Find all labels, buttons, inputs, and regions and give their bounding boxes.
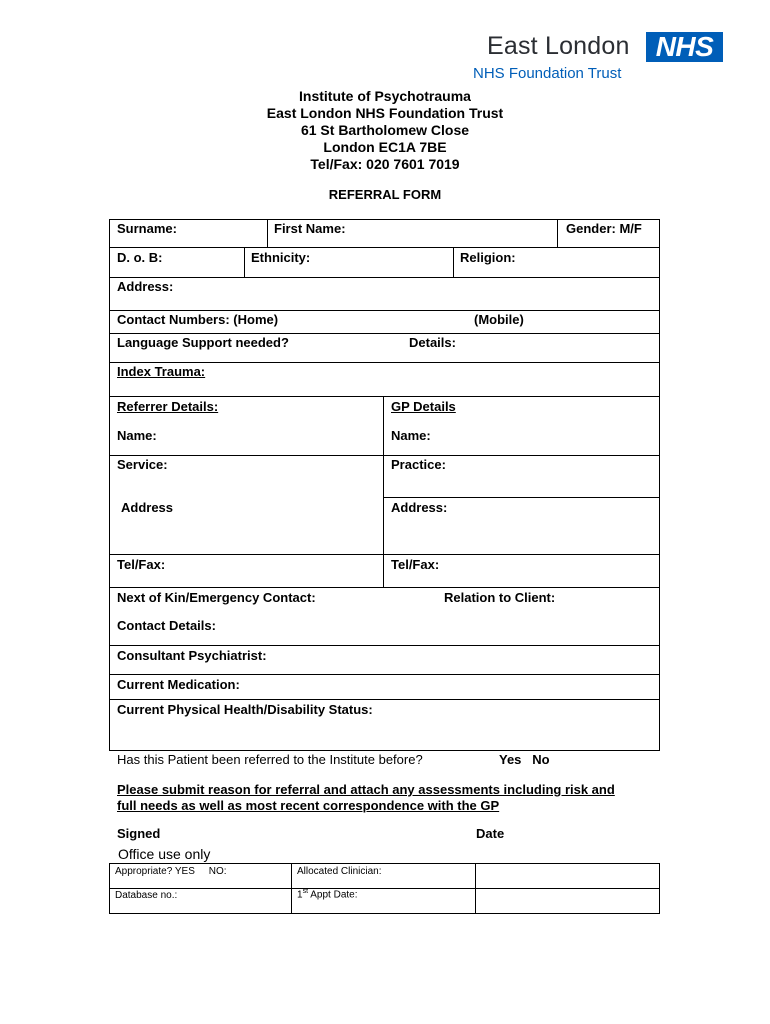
appt-suffix: Appt Date: <box>308 889 358 901</box>
header-line: 61 St Bartholomew Close <box>300 122 470 138</box>
row-divider <box>109 554 660 555</box>
relation-label[interactable]: Relation to Client: <box>444 590 556 605</box>
row-divider <box>109 247 660 248</box>
row-divider <box>109 362 660 363</box>
language-support-label[interactable]: Language Support needed? <box>117 335 289 350</box>
appropriate-field[interactable]: Appropriate? YES NO: <box>115 866 227 877</box>
dob-label[interactable]: D. o. B: <box>117 250 163 265</box>
contact-details-label[interactable]: Contact Details: <box>117 618 216 633</box>
gp-details-heading: GP Details <box>391 399 456 414</box>
contact-home-label[interactable]: Contact Numbers: (Home) <box>117 312 279 327</box>
col-divider <box>244 247 245 277</box>
office-table-bottom <box>109 913 660 914</box>
practice-label[interactable]: Practice: <box>391 457 446 472</box>
referrer-telfax-label[interactable]: Tel/Fax: <box>117 557 166 572</box>
office-table-left <box>109 863 110 913</box>
instructions-line-2: full needs as well as most recent correspondence with the GP <box>117 798 500 813</box>
institute-header <box>0 88 770 173</box>
header-line: East London NHS Foundation Trust <box>266 105 504 121</box>
office-col-divider <box>475 863 476 913</box>
appt-prefix: 1 <box>297 889 303 901</box>
instructions-line-1: Please submit reason for referral and attach any assessments including risk and <box>117 782 615 797</box>
ethnicity-label[interactable]: Ethnicity: <box>251 250 311 265</box>
medication-label[interactable]: Current Medication: <box>117 677 240 692</box>
office-table-top <box>109 863 660 864</box>
consultant-label[interactable]: Consultant Psychiatrist: <box>117 648 267 663</box>
gp-address-label[interactable]: Address: <box>391 500 448 515</box>
nhs-logo <box>473 32 725 84</box>
address-label[interactable]: Address: <box>117 279 174 294</box>
appt-superscript: st <box>302 888 309 895</box>
header-line: Institute of Psychotrauma <box>299 88 471 104</box>
row-divider <box>109 333 660 334</box>
row-divider <box>109 277 660 278</box>
row-divider <box>109 674 660 675</box>
logo-trust-name: NHS Foundation Trust <box>473 65 622 82</box>
nhs-badge: NHS <box>646 32 723 62</box>
row-divider <box>109 587 660 588</box>
gender-label[interactable]: Gender: M/F <box>566 221 642 236</box>
language-details-label[interactable]: Details: <box>409 335 456 350</box>
first-appt-date-field[interactable] <box>297 888 358 900</box>
row-divider <box>109 310 660 311</box>
table-border-bottom <box>109 750 660 751</box>
physical-health-label[interactable]: Current Physical Health/Disability Status: <box>117 702 373 717</box>
referrer-details-heading: Referrer Details: <box>117 399 219 414</box>
previous-referral-options[interactable]: Yes No <box>499 752 550 767</box>
date-label[interactable]: Date <box>476 826 505 841</box>
index-trauma-label[interactable]: Index Trauma: <box>117 364 206 379</box>
table-border-left <box>109 219 110 750</box>
service-label[interactable]: Service: <box>117 457 168 472</box>
office-table-middle <box>109 888 660 889</box>
first-name-label[interactable]: First Name: <box>274 221 346 236</box>
gp-telfax-label[interactable]: Tel/Fax: <box>391 557 440 572</box>
gp-name-label[interactable]: Name: <box>391 428 431 443</box>
database-no-field[interactable]: Database no.: <box>115 890 178 901</box>
office-use-title: Office use only <box>118 846 211 862</box>
col-divider <box>267 219 268 247</box>
logo-org-name: East London <box>487 32 630 60</box>
contact-mobile-label[interactable]: (Mobile) <box>474 312 524 327</box>
row-divider <box>109 645 660 646</box>
surname-label[interactable]: Surname: <box>117 221 177 236</box>
col-divider <box>453 247 454 277</box>
table-border-right <box>659 219 660 750</box>
row-divider <box>109 699 660 700</box>
row-divider <box>109 455 660 456</box>
signed-label[interactable]: Signed <box>117 826 161 841</box>
referrer-name-label[interactable]: Name: <box>117 428 157 443</box>
col-divider <box>383 396 384 587</box>
referrer-address-label[interactable]: Address <box>121 500 174 515</box>
header-line: London EC1A 7BE <box>323 139 447 155</box>
table-border-top <box>109 219 660 220</box>
office-col-divider <box>291 863 292 913</box>
next-of-kin-label[interactable]: Next of Kin/Emergency Contact: <box>117 590 316 605</box>
religion-label[interactable]: Religion: <box>460 250 516 265</box>
form-title: REFERRAL FORM <box>328 187 442 202</box>
previous-referral-question: Has this Patient been referred to the Institute before? <box>117 752 423 767</box>
col-divider <box>557 219 558 247</box>
allocated-clinician-field[interactable]: Allocated Clinician: <box>297 866 382 877</box>
office-table-right <box>659 863 660 913</box>
row-divider <box>109 396 660 397</box>
row-divider <box>383 497 660 498</box>
header-line: Tel/Fax: 020 7601 7019 <box>310 156 460 172</box>
